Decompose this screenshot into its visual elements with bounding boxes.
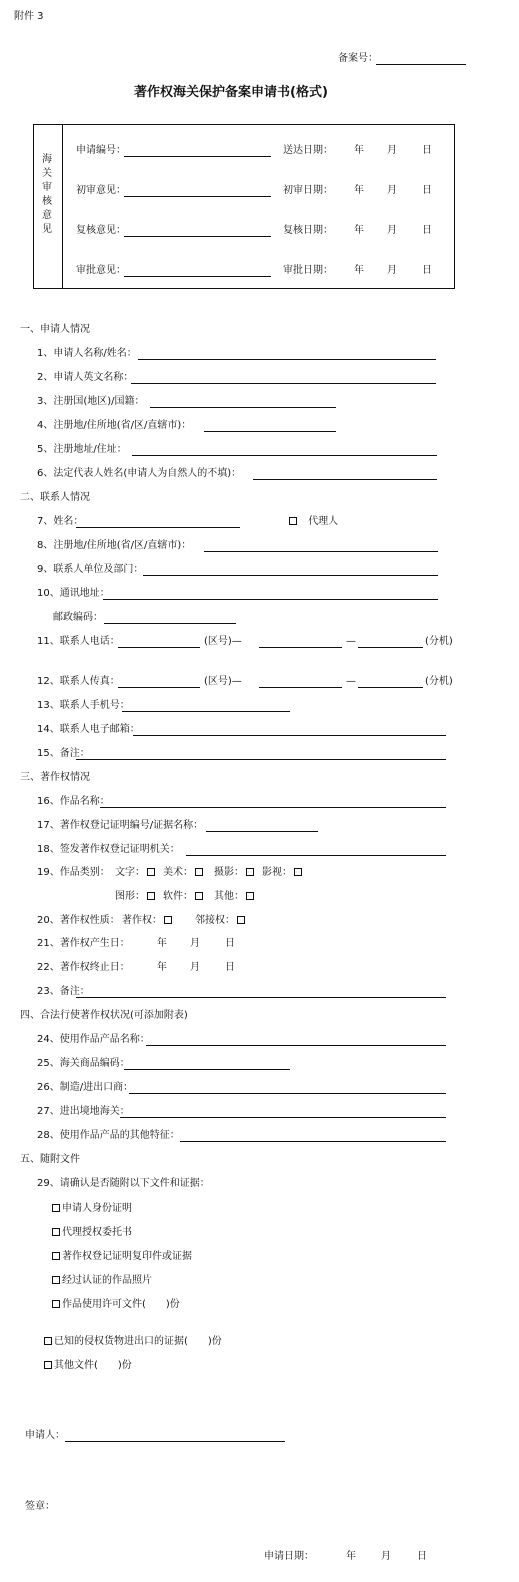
contact-province-field[interactable] — [204, 551, 438, 552]
doc-option-license[interactable] — [50, 1298, 180, 1312]
doc-label: 代理授权委托书 — [62, 1227, 132, 1238]
year-label: 年 — [354, 145, 364, 156]
doc-option-registration[interactable] — [50, 1250, 192, 1264]
month-label: 月 — [387, 225, 397, 236]
contact-unit-field[interactable] — [143, 575, 438, 576]
approval-review-field[interactable] — [124, 276, 271, 277]
registration-country-label: 3、注册国(地区)/国籍： — [37, 396, 145, 407]
customs-review-side-label: 海关审核意见 — [42, 154, 52, 235]
product-name-label: 24、使用作品产品名称： — [37, 1034, 150, 1045]
mailing-address-field[interactable] — [103, 599, 438, 600]
category-art-checkbox[interactable] — [195, 868, 203, 876]
work-category-label: 19、作品类别： — [37, 867, 110, 878]
year-label: 年 — [157, 938, 167, 949]
doc-label: 已知的侵权货物进出口的证据( )份 — [54, 1336, 222, 1347]
port-customs-field[interactable] — [120, 1117, 446, 1118]
category-software-checkbox[interactable] — [195, 892, 203, 900]
doc-label: 作品使用许可文件( )份 — [62, 1299, 180, 1310]
section-heading-contact: 二、联系人情况 — [20, 492, 90, 503]
applicant-english-name-label: 2、申请人英文名称： — [37, 372, 134, 383]
contact-email-label: 14、联系人电子邮箱： — [37, 724, 140, 735]
year-label: 年 — [157, 962, 167, 973]
day-label: 日 — [422, 145, 432, 156]
section-heading-copyright: 三、著作权情况 — [20, 772, 90, 783]
port-customs-label: 27、进出境地海关： — [37, 1106, 130, 1117]
month-label: 月 — [190, 962, 200, 973]
contact-remark-field[interactable] — [76, 759, 446, 760]
category-other-checkbox[interactable] — [246, 892, 254, 900]
area-code-label: (区号)— — [204, 636, 242, 647]
postcode-field[interactable] — [104, 623, 236, 624]
mailing-address-label: 10、通讯地址： — [37, 588, 110, 599]
category-film-checkbox[interactable] — [294, 868, 302, 876]
work-name-field[interactable] — [100, 807, 446, 808]
copyright-option[interactable] — [122, 914, 174, 928]
doc-checkbox[interactable] — [52, 1228, 60, 1236]
agent-option[interactable] — [287, 515, 338, 529]
doc-label: 其他文件( )份 — [54, 1360, 132, 1371]
apply-date-label: 申请日期： — [264, 1551, 314, 1562]
category-art-option[interactable] — [163, 866, 205, 880]
category-photo-label: 摄影： — [214, 867, 244, 878]
category-text-label: 文字： — [115, 867, 145, 878]
extension-label: (分机) — [425, 676, 453, 687]
neighboring-right-checkbox[interactable] — [237, 916, 245, 924]
doc-label: 经过认证的作品照片 — [62, 1275, 152, 1286]
filing-number-field[interactable] — [376, 64, 466, 65]
initial-review-field[interactable] — [124, 196, 271, 197]
contact-mobile-field[interactable] — [122, 711, 290, 712]
category-graphic-label: 图形： — [115, 891, 145, 902]
doc-checkbox[interactable] — [52, 1276, 60, 1284]
contact-name-field[interactable] — [76, 527, 240, 528]
category-photo-option[interactable] — [214, 866, 256, 880]
manufacturer-label: 26、制造/进出口商： — [37, 1082, 134, 1093]
review-date-label: 复核日期： — [283, 225, 333, 236]
applicant-signature-field[interactable] — [65, 1441, 285, 1442]
copyright-checkbox[interactable] — [164, 916, 172, 924]
registration-province-field[interactable] — [204, 431, 336, 432]
day-label: 日 — [422, 185, 432, 196]
year-label: 年 — [354, 185, 364, 196]
section-heading-lawful-use: 四、合法行使著作权状况(可添加附表) — [20, 1010, 188, 1021]
doc-option-identity[interactable] — [50, 1202, 132, 1216]
category-text-option[interactable] — [115, 866, 157, 880]
page-title: 著作权海关保护备案申请书(格式) — [134, 85, 328, 100]
contact-mobile-label: 13、联系人手机号： — [37, 700, 130, 711]
section-heading-attachments: 五、随附文件 — [20, 1154, 80, 1165]
month-label: 月 — [381, 1551, 391, 1562]
review-row-label: 初审意见： — [76, 185, 126, 196]
fax-extension-field[interactable] — [358, 687, 423, 688]
legal-representative-label: 6、法定代表人姓名(申请人为自然人的不填)： — [37, 468, 242, 479]
category-software-label: 软件： — [163, 891, 193, 902]
year-label: 年 — [354, 225, 364, 236]
registration-country-field[interactable] — [150, 407, 336, 408]
month-label: 月 — [387, 265, 397, 276]
dash-label: — — [346, 636, 356, 647]
filing-number-label: 备案号： — [338, 53, 378, 64]
hs-code-label: 25、海关商品编码： — [37, 1058, 130, 1069]
doc-label: 申请人身份证明 — [62, 1203, 132, 1214]
postcode-label: 邮政编码： — [53, 612, 103, 623]
doc-label: 著作权登记证明复印件或证据 — [62, 1251, 192, 1262]
contact-province-label: 8、注册地/住所地(省/区/直辖市)： — [37, 540, 192, 551]
copyright-nature-label: 20、著作权性质： — [37, 915, 120, 926]
registration-address-label: 5、注册地址/住址： — [37, 444, 127, 455]
application-number-field[interactable] — [124, 156, 271, 157]
copyright-start-label: 21、著作权产生日： — [37, 938, 130, 949]
day-label: 日 — [422, 265, 432, 276]
applicant-english-name-field[interactable] — [131, 383, 436, 384]
fax-number-field[interactable] — [259, 687, 342, 688]
product-name-field[interactable] — [146, 1045, 446, 1046]
doc-checkbox[interactable] — [44, 1361, 52, 1369]
contact-unit-label: 9、联系人单位及部门： — [37, 564, 144, 575]
phone-area-field[interactable] — [118, 647, 200, 648]
category-art-label: 美术： — [163, 867, 193, 878]
month-label: 月 — [387, 185, 397, 196]
doc-option-authorization[interactable] — [50, 1226, 132, 1240]
copyright-label: 著作权： — [122, 915, 162, 926]
year-label: 年 — [346, 1551, 356, 1562]
neighboring-right-option[interactable] — [195, 914, 247, 928]
registration-cert-label: 17、著作权登记证明编号/证据名称： — [37, 820, 204, 831]
applicant-signature-label: 申请人： — [25, 1430, 65, 1441]
contact-phone-label: 11、联系人电话： — [37, 636, 120, 647]
manufacturer-field[interactable] — [129, 1093, 446, 1094]
copyright-end-label: 22、著作权终止日： — [37, 962, 130, 973]
review-date-label: 审批日期： — [283, 265, 333, 276]
contact-email-field[interactable] — [133, 735, 446, 736]
fax-area-field[interactable] — [118, 687, 200, 688]
category-text-checkbox[interactable] — [147, 868, 155, 876]
registration-province-label: 4、注册地/住所地(省/区/直辖市)： — [37, 420, 192, 431]
doc-checkbox[interactable] — [52, 1252, 60, 1260]
doc-checkbox[interactable] — [52, 1204, 60, 1212]
section-heading-applicant: 一、申请人情况 — [20, 324, 90, 335]
category-graphic-option[interactable] — [115, 890, 157, 904]
area-code-label: (区号)— — [204, 676, 242, 687]
applicant-name-field[interactable] — [138, 359, 436, 360]
category-film-label: 影视： — [262, 867, 292, 878]
registration-address-field[interactable] — [132, 455, 437, 456]
category-graphic-checkbox[interactable] — [147, 892, 155, 900]
registration-cert-field[interactable] — [206, 831, 318, 832]
copyright-remark-field[interactable] — [76, 997, 446, 998]
doc-checkbox[interactable] — [44, 1337, 52, 1345]
seal-label: 签章： — [25, 1501, 55, 1512]
agent-label: 代理人 — [308, 516, 339, 527]
contact-name-label: 7、姓名： — [37, 516, 84, 527]
review-row-label: 申请编号： — [76, 145, 126, 156]
day-label: 日 — [417, 1551, 427, 1562]
contact-fax-label: 12、联系人传真： — [37, 676, 120, 687]
phone-number-field[interactable] — [259, 647, 342, 648]
category-film-option[interactable] — [262, 866, 304, 880]
issuing-authority-label: 18、签发著作权登记证明机关： — [37, 844, 180, 855]
review-date-label: 初审日期： — [283, 185, 333, 196]
neighboring-right-label: 邻接权： — [195, 915, 235, 926]
attachments-confirm-label: 29、请确认是否随附以下文件和证据： — [37, 1178, 210, 1189]
work-name-label: 16、作品名称： — [37, 796, 110, 807]
day-label: 日 — [422, 225, 432, 236]
month-label: 月 — [190, 938, 200, 949]
category-other-label: 其他： — [214, 891, 244, 902]
doc-option-infringement[interactable] — [42, 1335, 222, 1349]
year-label: 年 — [354, 265, 364, 276]
contact-remark-label: 15、备注： — [37, 748, 90, 759]
recheck-review-field[interactable] — [124, 236, 271, 237]
agent-checkbox[interactable] — [289, 517, 297, 525]
legal-representative-field[interactable] — [253, 479, 437, 480]
review-row-label: 审批意见： — [76, 265, 126, 276]
category-photo-checkbox[interactable] — [246, 868, 254, 876]
attachment-label: 附件 3 — [14, 11, 44, 22]
product-features-label: 28、使用作品产品的其他特征： — [37, 1130, 180, 1141]
month-label: 月 — [387, 145, 397, 156]
review-date-label: 送达日期： — [283, 145, 333, 156]
day-label: 日 — [225, 938, 235, 949]
extension-label: (分机) — [425, 636, 453, 647]
doc-checkbox[interactable] — [52, 1300, 60, 1308]
dash-label: — — [346, 676, 356, 687]
product-features-field[interactable] — [180, 1141, 446, 1142]
day-label: 日 — [225, 962, 235, 973]
doc-option-photos[interactable] — [50, 1274, 152, 1288]
applicant-name-label: 1、申请人名称/姓名： — [37, 348, 137, 359]
review-divider — [62, 124, 63, 289]
hs-code-field[interactable] — [124, 1069, 290, 1070]
review-row-label: 复核意见： — [76, 225, 126, 236]
copyright-remark-label: 23、备注： — [37, 986, 90, 997]
issuing-authority-field[interactable] — [186, 855, 446, 856]
doc-option-other[interactable] — [42, 1359, 132, 1373]
category-software-option[interactable] — [163, 890, 205, 904]
phone-extension-field[interactable] — [358, 647, 423, 648]
category-other-option[interactable] — [214, 890, 256, 904]
